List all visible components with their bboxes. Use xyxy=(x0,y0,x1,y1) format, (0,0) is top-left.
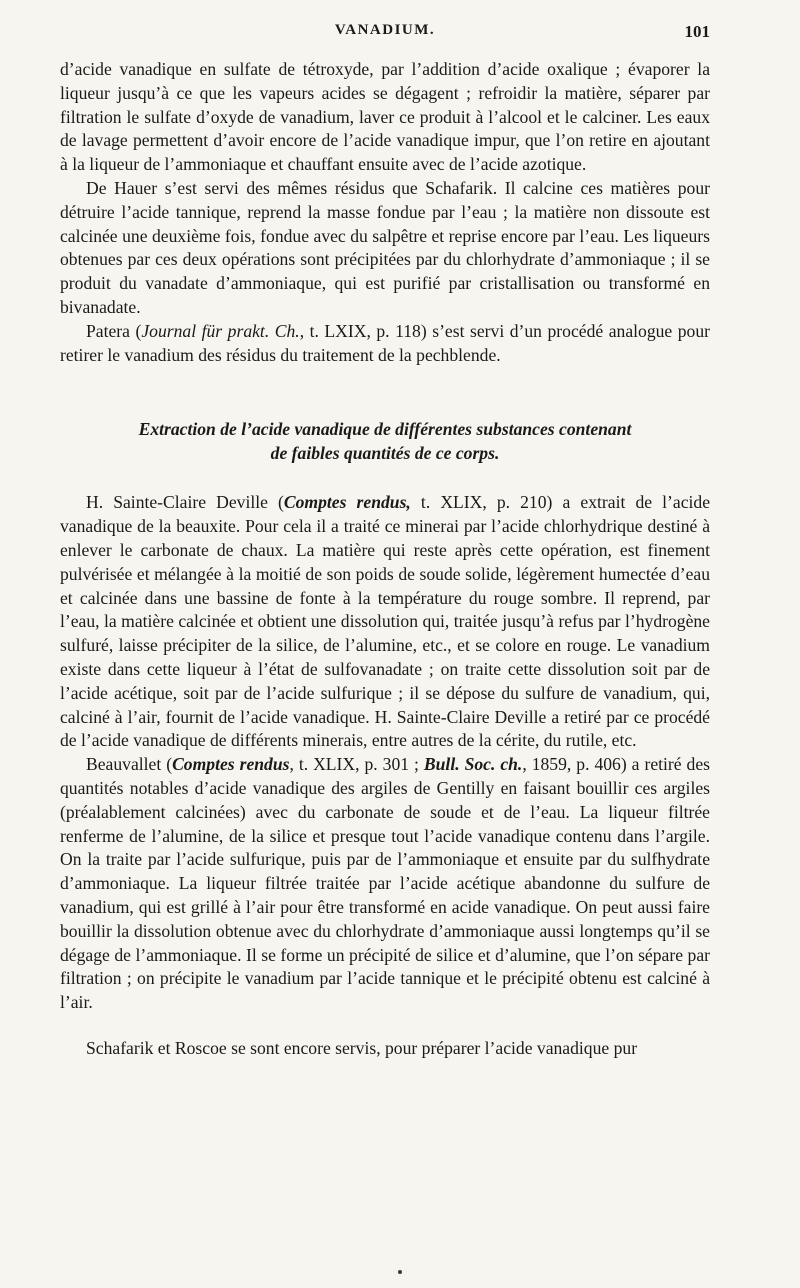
journal-reference: Journal für prakt. Ch. xyxy=(141,320,300,341)
paragraph-gap xyxy=(60,1015,710,1037)
journal-reference: Comptes rendus, xyxy=(283,492,411,513)
paragraph-continuation: d’acide vanadique en sulfate de tétroxyde, par l’addition d’acide oxalique ; évaporer la liqueur jusqu’à ce que les vapeurs acides se dégagent ; refroidir la matière, séparer par filtration le sulfate d’oxyde de vanadium, laver ce produit à l’alcool et le calciner. Les eaux de lavage permettent d’avoir encore de l’acide vanadique impur, que l’on retire en ajoutant à la liqueur de l’ammoniaque et chauffant ensuite avec de l’acide azotique. xyxy=(60,59,710,175)
page-mark xyxy=(398,1270,402,1274)
page-header xyxy=(60,22,710,46)
page-number: 101 xyxy=(684,22,710,41)
text-fragment: Patera ( xyxy=(86,320,142,341)
text-fragment: t. XLIX, p. 210) a extrait de l’acide vanadique de la beauxite. Pour cela il a traité ce minerai par l’acide chlorhydrique destiné à enlever le carbonate de chaux. La matière qui reste après cette opération, est finement pulvérisée et mélangée à la moitié de son poids de soude solide, légèrement humectée d’eau et calcinée dans une bassine de fonte à la température du rouge sombre. Il reprend, par l’eau, la matière calcinée et obtient une dissolution qui, traitée jusqu’à refus par l’hydrogène sulfuré, laisse précipiter de la silice, de l’alumine, etc., et se colore en rouge. Le vanadium existe dans cette liqueur à l’état de sulfovanadate ; on traite cette dissolution soit par de l’acide acétique, soit par de l’acide sulfurique ; il se dépose du sulfure de vanadium, qui, calciné à l’air, fournit de l’acide vanadique. H. Sainte-Claire Deville a retiré par ce procédé de l’acide vanadique de différents minerais, entre autres de la cérite, du rutile, etc. xyxy=(60,492,711,751)
page-body xyxy=(60,58,710,1061)
journal-reference: Bull. Soc. ch. xyxy=(423,754,523,775)
section-title-line: de faibles quantités de ce corps. xyxy=(270,443,500,464)
paragraph-de-hauer: De Hauer s’est servi des mêmes résidus que Schafarik. Il calcine ces matières pour détruire l’acide tannique, reprend la masse fondue par l’eau ; la matière non dissoute est calcinée une deuxième fois, fondue avec du salpêtre et reprise encore par l’eau. Les liqueurs obtenues par ces deux opérations sont précipitées par du chlorhydrate d’ammoniaque ; il se produit du vanadate d’ammoniaque, qui est purifié par cristallisation ou transformé en bivanadate. xyxy=(60,177,710,317)
paragraph-schafarik-roscoe: Schafarik et Roscoe se sont encore servis, pour préparer l’acide vanadique pur xyxy=(86,1037,638,1058)
running-title: VANADIUM. xyxy=(334,22,436,38)
text-fragment: Beauvallet ( xyxy=(86,754,173,775)
paragraph-beauvallet xyxy=(60,753,710,1015)
text-fragment: , t. LXIX, p. 118) s’est servi d’un procédé analogue pour retirer le vanadium des résidus du traitement de la pechblende. xyxy=(60,320,710,365)
text-fragment: , t. XLIX, p. 301 ; xyxy=(289,754,424,775)
section-title-line: Extraction de l’acide vanadique de différentes substances contenant xyxy=(138,419,632,440)
section-title xyxy=(60,417,710,465)
journal-reference: Comptes rendus xyxy=(172,754,290,775)
paragraph-patera xyxy=(60,320,710,368)
text-fragment: , 1859, p. 406) a retiré des quantités notables d’acide vanadique des argiles de Gentilly en faisant bouillir ces argiles (préalablement calcinées) avec du carbonate de soude et de l’eau. La liqueur filtrée renferme de l’alumine, de la silice et presque tout l’acide vanadique contenu dans l’argile. On la traite par l’acide sulfurique, puis par de l’ammoniaque et ensuite par du sulfhydrate d’ammoniaque. La liqueur filtrée traitée par l’acide acétique abandonne du sulfure de vanadium, qui est grillé à l’air pour être transformé en acide vanadique. On peut aussi faire bouillir la dissolution obtenue avec du chlorhydrate d’ammoniaque aussi longtemps qu’il se dégage de l’ammoniaque. Il se forme un précipité de silice et d’alumine, que l’on sépare par filtration ; on précipite le vanadium par l’acide tannique et le précipité obtenu est calciné à l’air. xyxy=(60,754,710,1013)
paragraph-deville xyxy=(60,491,710,753)
text-fragment: H. Sainte-Claire Deville ( xyxy=(86,492,284,513)
